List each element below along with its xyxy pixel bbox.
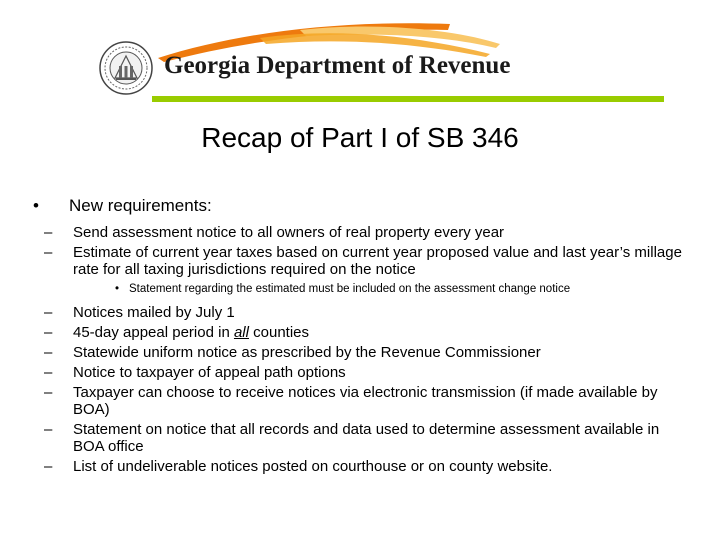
list-item-text: Estimate of current year taxes based on current year proposed value and last year’s millage rate for all taxing jurisdictions required on the notice <box>73 244 682 278</box>
header <box>0 0 720 104</box>
list-item-text: Statement on notice that all records and data used to determine assessment available in BOA office <box>73 421 660 455</box>
list-item-text: Notice to taxpayer of appeal path options <box>73 364 346 381</box>
dash-icon: – <box>44 458 53 475</box>
sub-list-item <box>33 282 693 296</box>
list-item <box>33 244 693 278</box>
list-item-text <box>73 324 693 341</box>
list-item <box>33 364 693 381</box>
list-item <box>33 304 693 321</box>
emphasized-text: all <box>233 324 249 341</box>
list-item-text-start: 45-day appeal period in <box>73 324 234 341</box>
organization-name: Georgia Department of Revenue <box>164 52 511 79</box>
list-item <box>33 458 693 475</box>
slide-body <box>33 196 693 478</box>
list-item-text: Notices mailed by July 1 <box>73 304 235 321</box>
list-item-text: Send assessment notice to all owners of real property every year <box>73 224 505 241</box>
list-item-text: Statewide uniform notice as prescribed by the Revenue Commissioner <box>73 344 541 361</box>
dash-icon: – <box>44 344 53 361</box>
dash-icon: – <box>44 384 53 401</box>
dash-icon: – <box>44 304 53 321</box>
list-item-text: Taxpayer can choose to receive notices via electronic transmission (if made available by BOA) <box>73 384 658 418</box>
list-item-text: List of undeliverable notices posted on courthouse or on county website. <box>73 458 553 475</box>
dash-icon: – <box>44 364 53 381</box>
dash-icon: – <box>44 324 53 341</box>
list-item <box>33 384 693 418</box>
dash-icon: – <box>44 244 53 261</box>
dash-icon: – <box>44 224 53 241</box>
bullet-item <box>33 196 693 216</box>
sub-list-item-text: Statement regarding the estimated must be included on the assessment change notice <box>129 283 571 295</box>
bullet-text: New requirements: <box>69 196 212 215</box>
requirements-list <box>33 224 693 475</box>
list-item <box>33 421 693 455</box>
georgia-state-seal-icon <box>98 40 154 96</box>
bullet-icon: • <box>115 283 120 295</box>
list-item-text-end: counties <box>248 324 310 341</box>
dash-icon: – <box>44 421 53 438</box>
list-item <box>33 224 693 241</box>
bullet-icon: • <box>33 196 39 215</box>
list-item <box>33 344 693 361</box>
list-item <box>33 324 693 341</box>
header-divider <box>152 96 664 102</box>
slide-title: Recap of Part I of SB 346 <box>201 122 519 153</box>
